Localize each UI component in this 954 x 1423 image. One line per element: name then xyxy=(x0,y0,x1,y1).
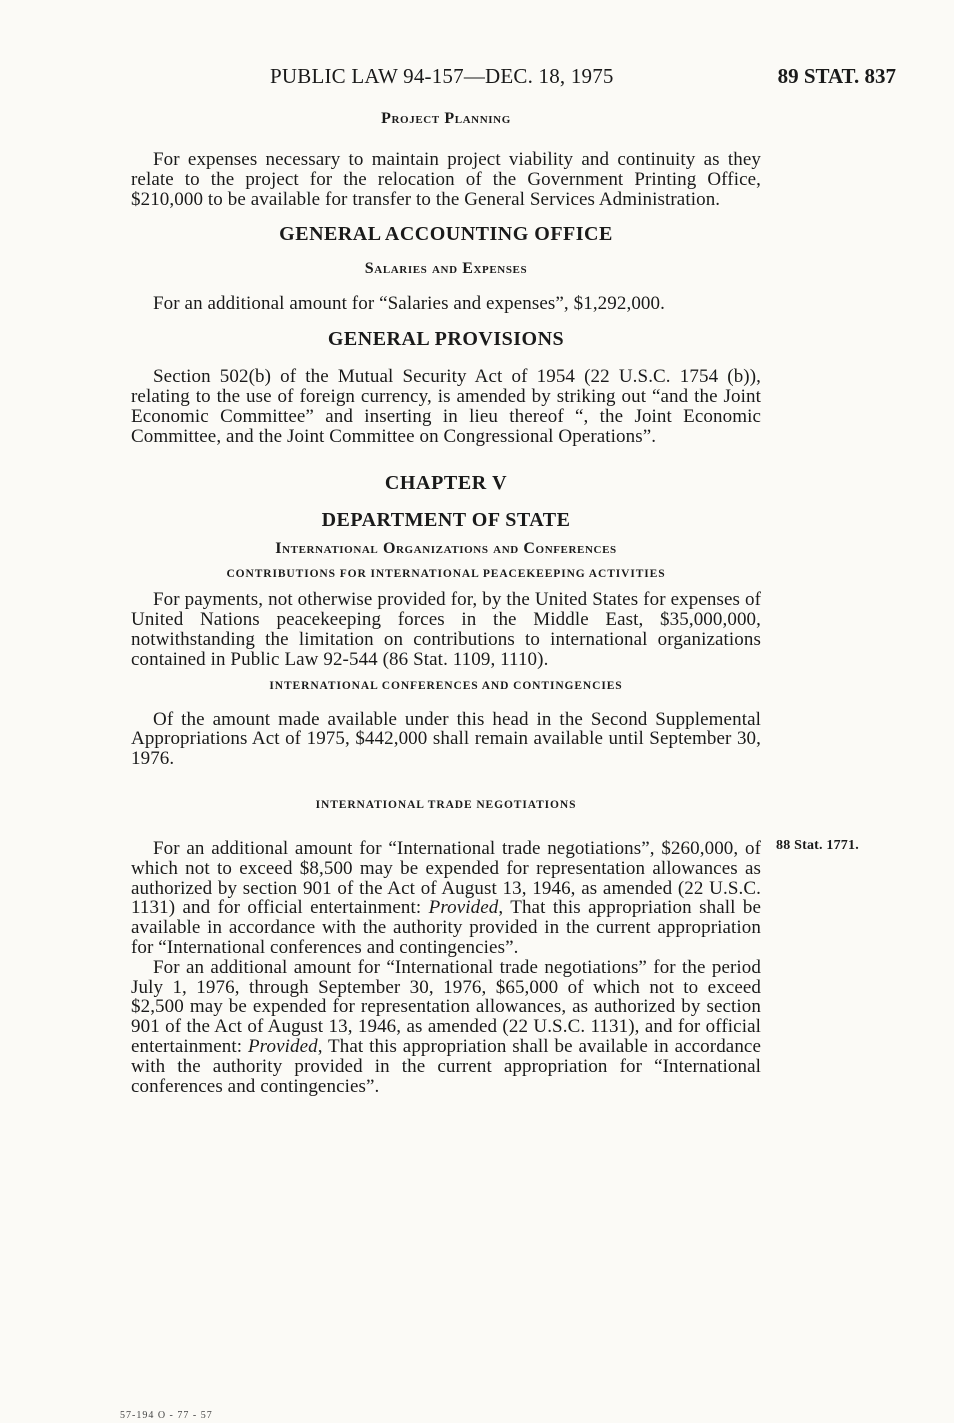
heading-general-accounting-office: GENERAL ACCOUNTING OFFICE xyxy=(279,223,613,246)
paragraph-trade-negotiations-2 xyxy=(131,958,761,1097)
printer-footer-mark: 57-194 O - 77 - 57 xyxy=(120,1410,213,1421)
trade-text-1-end: , That this appropriation shall be available in accordance with the authority provided in the current appropriation for “International conferences and contingencies”. xyxy=(131,897,761,958)
heading-international-conferences: INTERNATIONAL CONFERENCES AND CONTINGENCIES xyxy=(269,679,623,692)
margin-citation-note: 88 Stat. 1771. xyxy=(776,838,859,853)
heading-project-planning: Project Planning xyxy=(381,110,511,127)
heading-chapter: CHAPTER V xyxy=(384,472,508,495)
page-header-title: PUBLIC LAW 94-157—DEC. 18, 1975 xyxy=(270,64,614,88)
heading-general-provisions: GENERAL PROVISIONS xyxy=(327,328,565,351)
trade-text-1-proviso: Provided xyxy=(428,897,499,919)
trade-text-2-start: For an additional amount for “International trade negotiations” for the period July 1, 1976, through September 30, 1976, $65,000 of which not to exceed $2,500 may be expended for representation allowances, as authorized by section 901 of the Act of August 13, 1946, as amended (22 U.S.C. 1131), and for official entertainment: xyxy=(131,956,761,1057)
heading-salaries-and-expenses: Salaries and Expenses xyxy=(364,260,528,278)
paragraph-trade-negotiations-1 xyxy=(131,839,761,958)
page-header-stat-number: 89 STAT. 837 xyxy=(777,64,896,88)
heading-department-of-state: DEPARTMENT OF STATE xyxy=(321,509,571,532)
paragraph-general-provisions: Section 502(b) of the Mutual Security Act of 1954 (22 U.S.C. 1754 (b)), relating to the use of foreign currency, is amended by striking out “and the Joint Economic Committee” and inserting in lieu thereof “, the Joint Economic Committee, and the Joint Committee on Congressional Operations”. xyxy=(131,366,761,447)
running-head xyxy=(0,64,954,94)
paragraph-international-conferences: Of the amount made available under this head in the Second Supplemental Appropriations Act of 1975, $442,000 shall remain available until September 30, 1976. xyxy=(131,708,761,770)
heading-international-organizations: International Organizations and Conferences xyxy=(275,540,617,558)
paragraph-salaries-and-expenses: For an additional amount for “Salaries and expenses”, $1,292,000. xyxy=(153,293,665,315)
trade-text-2-proviso: Provided xyxy=(247,1035,318,1057)
trade-text-1-start: For an additional amount for “International trade negotiations”, $260,000, of which not to exceed $8,500 may be expended for representation allowances as authorized by section 901 of the Act of August 13, 1946, as amended (22 U.S.C. 1131) and for official entertainment: xyxy=(131,837,761,919)
paragraph-peacekeeping: For payments, not otherwise provided for, by the United States for expenses of United Nations peacekeeping forces in the Middle East, $35,000,000, notwithstanding the limitation on contributions to international organizations contained in Public Law 92-544 (86 Stat. 1109, 1110). xyxy=(131,589,761,670)
body-column xyxy=(131,110,761,1096)
heading-peacekeeping-contributions: CONTRIBUTIONS FOR INTERNATIONAL PEACEKEEPING ACTIVITIES xyxy=(226,568,666,581)
trade-text-2-end: , That this appropriation shall be available in accordance with the authority provided in the current appropriation for “International conferences and contingencies”. xyxy=(131,1035,761,1097)
paragraph-project-planning: For expenses necessary to maintain project viability and continuity as they relate to the project for the relocation of the Government Printing Office, $210,000 to be available for transfer to the General Services Administration. xyxy=(131,149,761,210)
heading-trade-negotiations: INTERNATIONAL TRADE NEGOTIATIONS xyxy=(315,798,577,811)
